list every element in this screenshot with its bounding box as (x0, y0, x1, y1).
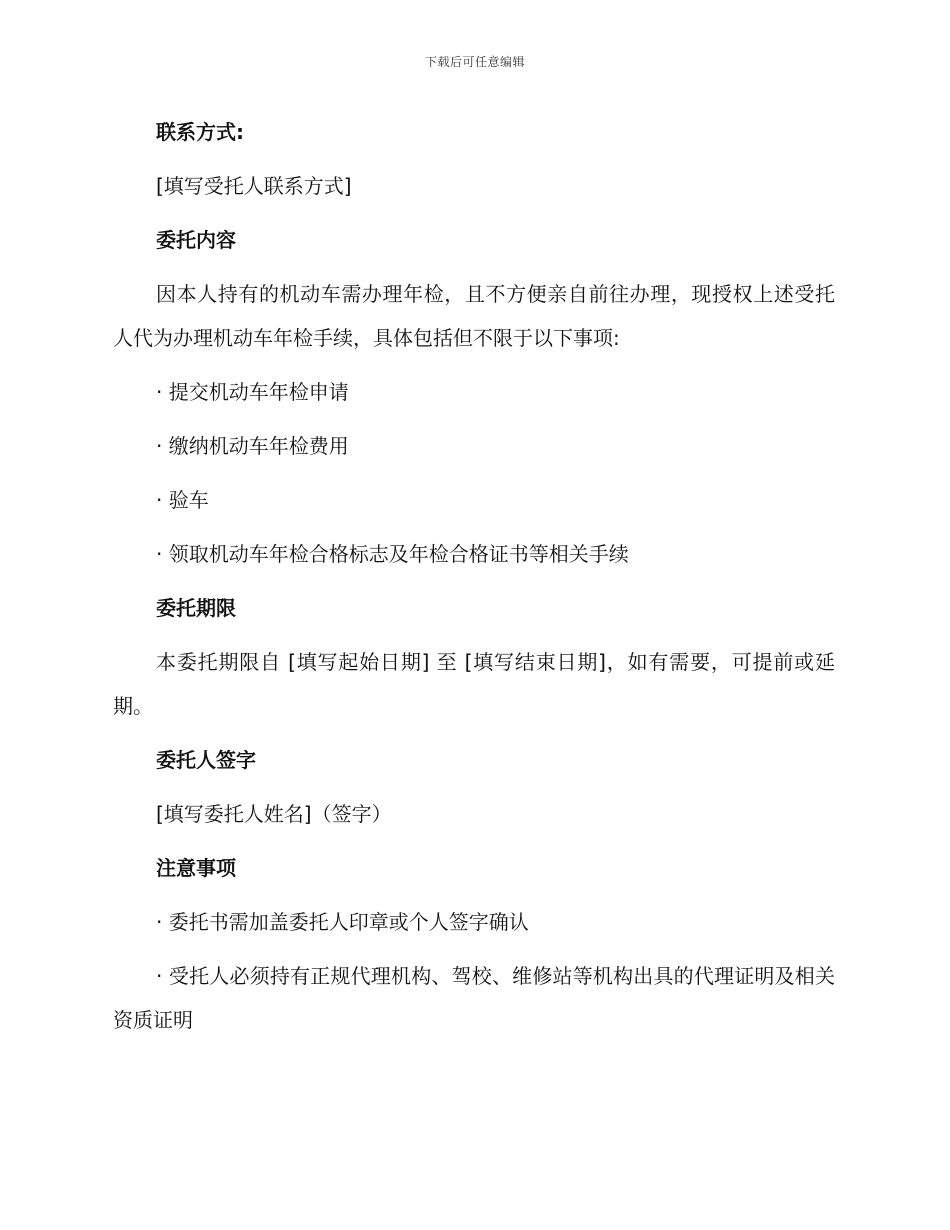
signature-value: [填写委托人姓名]（签字） (156, 802, 392, 826)
period-heading: 委托期限 (156, 596, 236, 620)
contact-value: [填写受托人联系方式] (156, 174, 352, 198)
notes-item-proof: · 受托人必须持有正规代理机构、驾校、维修站等机构出具的代理证明及相关资质证明 (113, 964, 835, 1032)
notes-heading: 注意事项 (156, 856, 236, 880)
contact-heading: 联系方式: (156, 120, 244, 144)
content-item-submit: · 提交机动车年检申请 (156, 380, 349, 404)
document-body (113, 110, 835, 1052)
notes-item-seal: · 委托书需加盖委托人印章或个人签字确认 (156, 910, 529, 934)
content-paragraph: 因本人持有的机动车需办理年检，且不方便亲自前往办理，现授权上述受托人代为办理机动车年检手续，具体包括但不限于以下事项: (113, 282, 835, 350)
header-note: 下载后可任意编辑 (424, 55, 525, 69)
content-heading: 委托内容 (156, 228, 236, 252)
content-item-fee: · 缴纳机动车年检费用 (156, 434, 349, 458)
content-item-certificate: · 领取机动车年检合格标志及年检合格证书等相关手续 (156, 542, 629, 566)
period-paragraph: 本委托期限自 [填写起始日期] 至 [填写结束日期]，如有需要，可提前或延期。 (113, 650, 835, 718)
content-item-inspection: · 验车 (156, 488, 209, 512)
signature-heading: 委托人签字 (156, 748, 256, 772)
